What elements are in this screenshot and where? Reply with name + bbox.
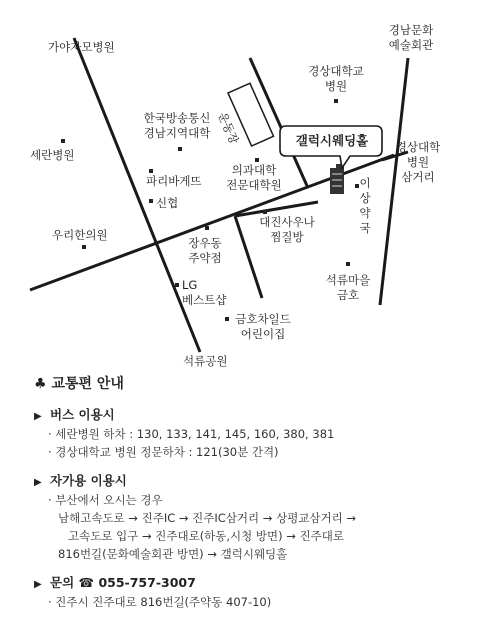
contact-title-text: 문의	[50, 575, 75, 590]
club-icon: ♣	[34, 376, 47, 392]
bus-section	[34, 405, 474, 461]
label-line: 병원	[406, 155, 430, 169]
gnu-hospital-marker	[334, 99, 338, 103]
label-seokryu-village	[318, 273, 378, 303]
car-line: 남해고속도로 → 진주IC → 진주IC삼거리 → 상평교삼거리 →	[58, 511, 357, 525]
seokryu-village-marker	[346, 262, 350, 266]
label-stadium: 운동장	[215, 110, 242, 147]
label-line: LG	[182, 278, 198, 292]
car-line: · 부산에서 오시는 경우	[48, 493, 163, 507]
bus-title	[34, 405, 474, 423]
label-gnu-junction	[388, 140, 448, 185]
label-line: 삼거리	[401, 170, 435, 184]
label-kbs	[136, 111, 218, 141]
label-line: 병원	[324, 79, 348, 93]
lg-marker	[175, 283, 179, 287]
label-line: 어린이집	[240, 327, 286, 341]
label-line: 경남문화	[388, 23, 434, 37]
label-line: 장우동	[188, 236, 222, 250]
car-line: 고속도로 입구 → 진주대로(하동,시청 방면) → 진주대로	[68, 529, 345, 543]
jangwoo-marker	[205, 226, 209, 230]
label-daejin	[252, 215, 322, 245]
car-title	[34, 471, 474, 489]
bus-title-text: 버스 이용시	[50, 407, 115, 422]
label-line: 금호차일드	[235, 312, 291, 326]
contact-title	[34, 573, 474, 591]
woori-marker	[82, 245, 86, 249]
daejin-marker	[263, 210, 267, 214]
phone-icon: ☎	[78, 575, 95, 590]
car-title-text: 자가용 이용시	[50, 473, 127, 488]
label-line: 경상대학	[395, 140, 441, 154]
label-pharmacy: 이상약국	[359, 176, 371, 235]
label-line: 한국방송통신	[143, 111, 211, 125]
label-line: 석류마을	[325, 273, 371, 287]
label-line: 예술회관	[388, 38, 434, 52]
directions-heading	[34, 373, 474, 393]
label-seokryu-park: 석류공원	[183, 354, 228, 368]
car-section	[34, 471, 474, 563]
directions-heading-text: 교통편 안내	[51, 376, 124, 392]
label-line: 경남지역대학	[143, 126, 211, 140]
kbs-marker	[178, 147, 182, 151]
label-line: 대진사우나	[259, 215, 315, 229]
label-line: 찜질방	[270, 230, 304, 244]
paris-marker	[149, 169, 153, 173]
contact-address: · 진주시 진주대로 816번길(주약동 407-10)	[48, 595, 272, 609]
triangle-right-icon: ▶	[34, 579, 42, 590]
label-line: 주약점	[188, 251, 222, 265]
label-medical	[218, 163, 290, 193]
label-gnu-hospital	[303, 64, 369, 94]
medical-marker	[255, 158, 259, 162]
label-jangwoo	[178, 236, 232, 266]
triangle-right-icon: ▶	[34, 477, 42, 488]
shinhyup-marker	[149, 199, 153, 203]
label-woori: 우리한의원	[52, 228, 108, 242]
bus-line: · 세란병원 하차 : 130, 133, 141, 145, 160, 380, 381	[48, 427, 335, 441]
car-line: 816번길(문화예술회관 방면) → 갤럭시웨딩홀	[58, 547, 288, 561]
phone-number[interactable]: 055-757-3007	[98, 575, 196, 590]
label-line: 경상대학교	[308, 64, 364, 78]
label-line: 베스트샵	[182, 293, 227, 307]
label-line: 전문대학원	[226, 178, 282, 192]
contact-section	[34, 573, 474, 611]
label-lg	[182, 278, 226, 308]
directions-panel	[34, 373, 474, 621]
label-gyeongnam-arts	[378, 23, 444, 53]
label-paris: 파리바게뜨	[146, 174, 202, 188]
label-wedding-hall[interactable]: 갤럭시웨딩홀	[295, 133, 369, 148]
seran-marker	[61, 139, 65, 143]
label-gaya: 가야자모병원	[48, 40, 115, 54]
label-shinhyup: 신협	[156, 196, 179, 210]
bus-line: · 경상대학교 병원 정문하차 : 121(30분 간격)	[48, 445, 279, 459]
triangle-right-icon: ▶	[34, 411, 42, 422]
label-kumho	[228, 312, 298, 342]
label-seran: 세란병원	[30, 148, 75, 162]
label-line: 금호	[336, 288, 360, 302]
label-line: 의과대학	[231, 163, 277, 177]
